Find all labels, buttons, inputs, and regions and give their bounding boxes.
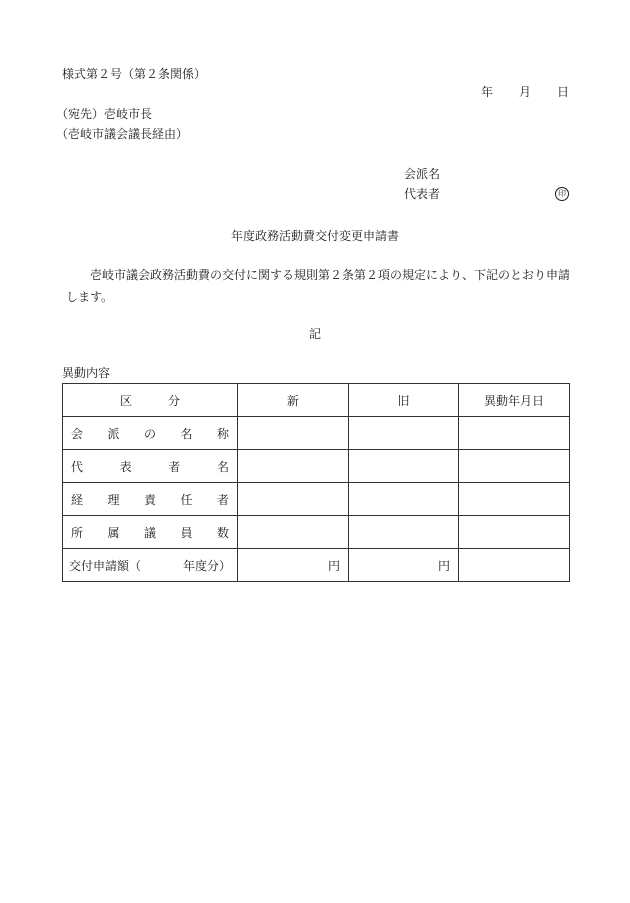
label-char: 任: [180, 492, 193, 507]
record-label: 記: [309, 327, 322, 341]
body-paragraph: 壱岐市議会政務活動費の交付に関する規則第２条第２項の規定により、下記のとおり申請します。: [66, 268, 571, 304]
label-char: 数: [216, 525, 229, 540]
label-char: 称: [216, 426, 229, 441]
cell-new[interactable]: [238, 516, 349, 549]
label-char: 所: [71, 525, 84, 540]
document-title: 年度政務活動費交付変更申請書: [230, 229, 399, 243]
cell-change-date[interactable]: [459, 450, 570, 483]
label-char: 責: [143, 492, 156, 507]
table-header-row: [63, 384, 570, 417]
seal-mark: 印: [555, 187, 569, 201]
header-category: [63, 384, 238, 417]
amount-label-end: 年度分）: [182, 558, 231, 573]
cell-change-date[interactable]: [459, 483, 570, 516]
row-label-grant-amount: [63, 549, 238, 582]
label-char: 属: [107, 525, 120, 540]
label-char: の: [143, 426, 156, 441]
row-label-representative: [63, 450, 238, 483]
label-char: 名: [180, 426, 193, 441]
cell-old[interactable]: [349, 450, 459, 483]
faction-name-label: 会派名: [404, 167, 441, 181]
header-category-char: 分: [168, 393, 181, 408]
label-char: 員: [180, 525, 193, 540]
label-char: 理: [107, 492, 120, 507]
cell-change-date[interactable]: [459, 417, 570, 450]
label-char: 者: [216, 492, 229, 507]
row-label-accounting-manager: [63, 483, 238, 516]
table-row: [63, 483, 570, 516]
label-char: 名: [216, 459, 229, 474]
cell-new[interactable]: [238, 483, 349, 516]
label-char: 代: [71, 459, 84, 474]
label-char: 派: [107, 426, 120, 441]
label-char: 者: [168, 459, 181, 474]
table-row: [63, 417, 570, 450]
table-row: [63, 450, 570, 483]
header-old: 旧: [349, 384, 459, 417]
addressee-via: （壱岐市議会議長経由）: [56, 127, 189, 141]
representative-label: 代表者: [404, 187, 441, 201]
form-number: 様式第２号（第２条関係）: [62, 67, 207, 81]
changes-table: [62, 383, 570, 582]
header-change-date: 異動年月日: [459, 384, 570, 417]
cell-new-amount[interactable]: 円: [238, 549, 349, 582]
cell-change-date[interactable]: [459, 549, 570, 582]
label-char: 会: [71, 426, 84, 441]
date-month-label: 月: [519, 85, 532, 99]
cell-old[interactable]: [349, 417, 459, 450]
row-label-member-count: [63, 516, 238, 549]
amount-label-start: 交付申請額（: [69, 558, 142, 573]
label-char: 表: [119, 459, 132, 474]
cell-new[interactable]: [238, 450, 349, 483]
table-row: [63, 516, 570, 549]
date-year-label: 年: [481, 85, 494, 99]
date-day-label: 日: [557, 85, 570, 99]
cell-old[interactable]: [349, 516, 459, 549]
cell-old-amount[interactable]: 円: [349, 549, 459, 582]
row-label-faction: [63, 417, 238, 450]
header-category-char: 区: [119, 393, 132, 408]
table-row: [63, 549, 570, 582]
section-label: 異動内容: [62, 366, 111, 380]
cell-old[interactable]: [349, 483, 459, 516]
label-char: 議: [143, 525, 156, 540]
label-char: 経: [71, 492, 84, 507]
cell-change-date[interactable]: [459, 516, 570, 549]
addressee: （宛先）壱岐市長: [56, 107, 153, 121]
cell-new[interactable]: [238, 417, 349, 450]
header-new: 新: [238, 384, 349, 417]
